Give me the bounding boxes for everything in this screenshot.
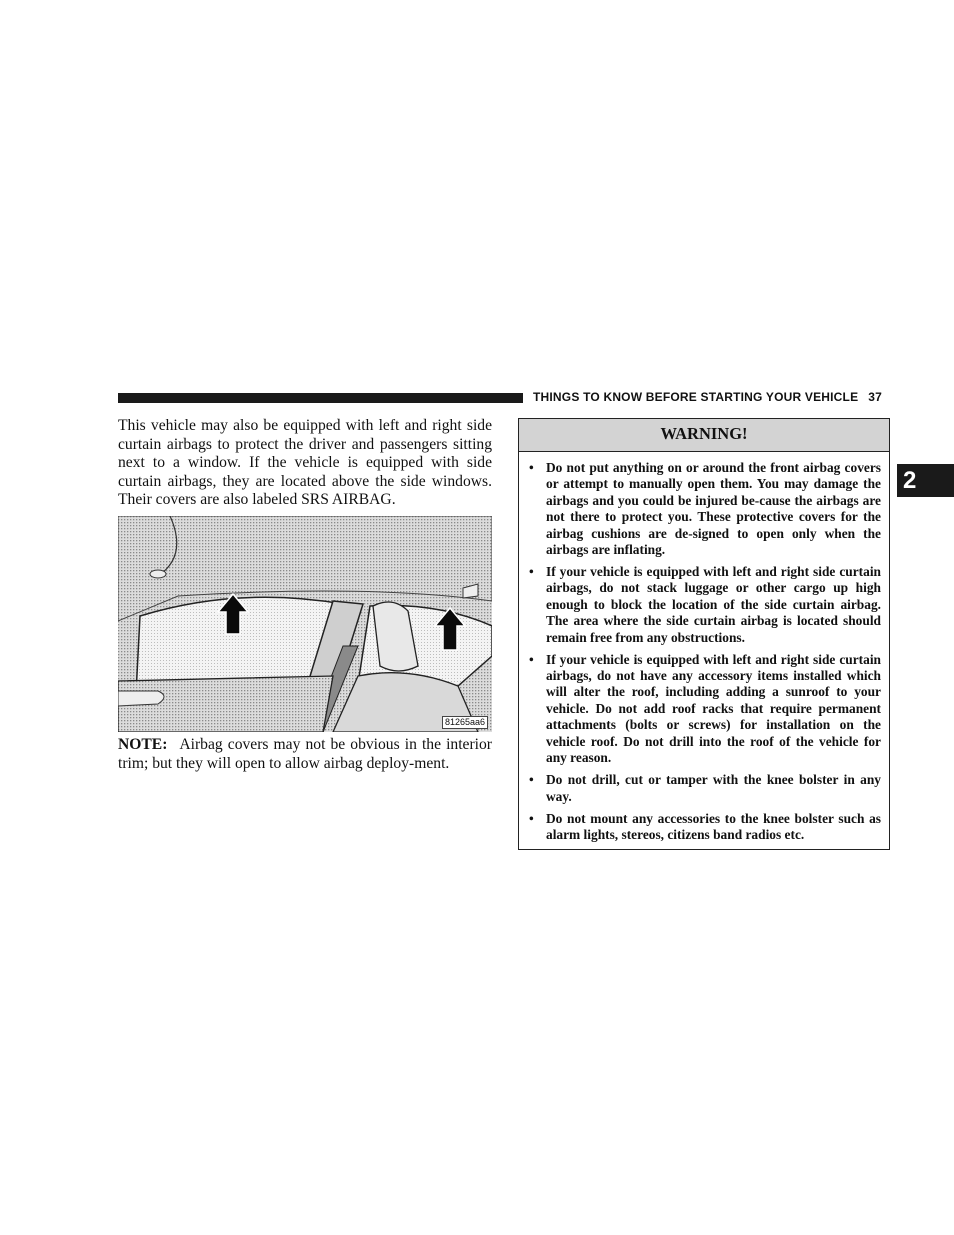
visor-clip [150,570,166,578]
warning-item [529,652,881,767]
bullet-icon: • [529,460,534,475]
warning-title: WARNING! [519,419,889,452]
warning-item-text: Do not mount any accessories to the knee bolster such as alarm lights, stereos, citizens band radios etc. [546,810,881,842]
body-paragraph: This vehicle may also be equipped with left and right side curtain airbags to protect the driver and passengers sitting next to a window. If the vehicle is equipped with side curtain airbags, they are located above the side windows. Their covers are also labeled SRS AIRBAG. [118,417,492,509]
warning-item-text: If your vehicle is equipped with left and right side curtain airbags, do not stack luggage or other cargo up high enough to block the location of the side curtain airbag. The area where the side curtain airbag is located should remain free from any obstructions. [546,564,881,645]
chapter-tab: 2 [897,464,954,497]
section-title: THINGS TO KNOW BEFORE STARTING YOUR VEHICLE [533,390,859,404]
warning-item-text: Do not drill, cut or tamper with the knee bolster in any way. [546,772,881,804]
warning-list [519,452,889,843]
header-rule [118,393,523,403]
note-label: NOTE: [118,736,168,753]
door-handle [118,691,164,706]
note-text: Airbag covers may not be obvious in the interior trim; but they will open to allow airbag deploy-ment. [118,736,492,772]
warning-item [529,564,881,646]
warning-item-text: Do not put anything on or around the front airbag covers or attempt to manually open them. You may damage the airbags and you could be injured be-cause the airbags are not there to protect you. These protective covers for the airbag cushions are de-signed to open only when the airbags are inflating. [546,460,881,558]
bullet-icon: • [529,651,534,667]
bullet-icon: • [529,772,534,788]
note-paragraph [118,736,492,773]
bullet-icon: • [529,810,534,826]
warning-item [529,460,881,558]
airbag-location-illustration [118,516,492,732]
page-number: 37 [868,390,883,404]
running-header [533,390,893,404]
warning-box [518,418,890,850]
warning-item-text: If your vehicle is equipped with left and right side curtain airbags, do not have any accessory items installed which will alter the roof, including adding a sunroof to your vehicle. Do not add roof racks that require permanent attachments (bolts or screws) for installation on the vehicle roof. Do not drill into the roof of the vehicle for any reason. [546,651,881,766]
bullet-icon: • [529,564,534,580]
interior-drawing [118,516,492,732]
warning-item [529,811,881,844]
figure-code: 81265aa6 [442,716,488,729]
warning-item [529,772,881,805]
